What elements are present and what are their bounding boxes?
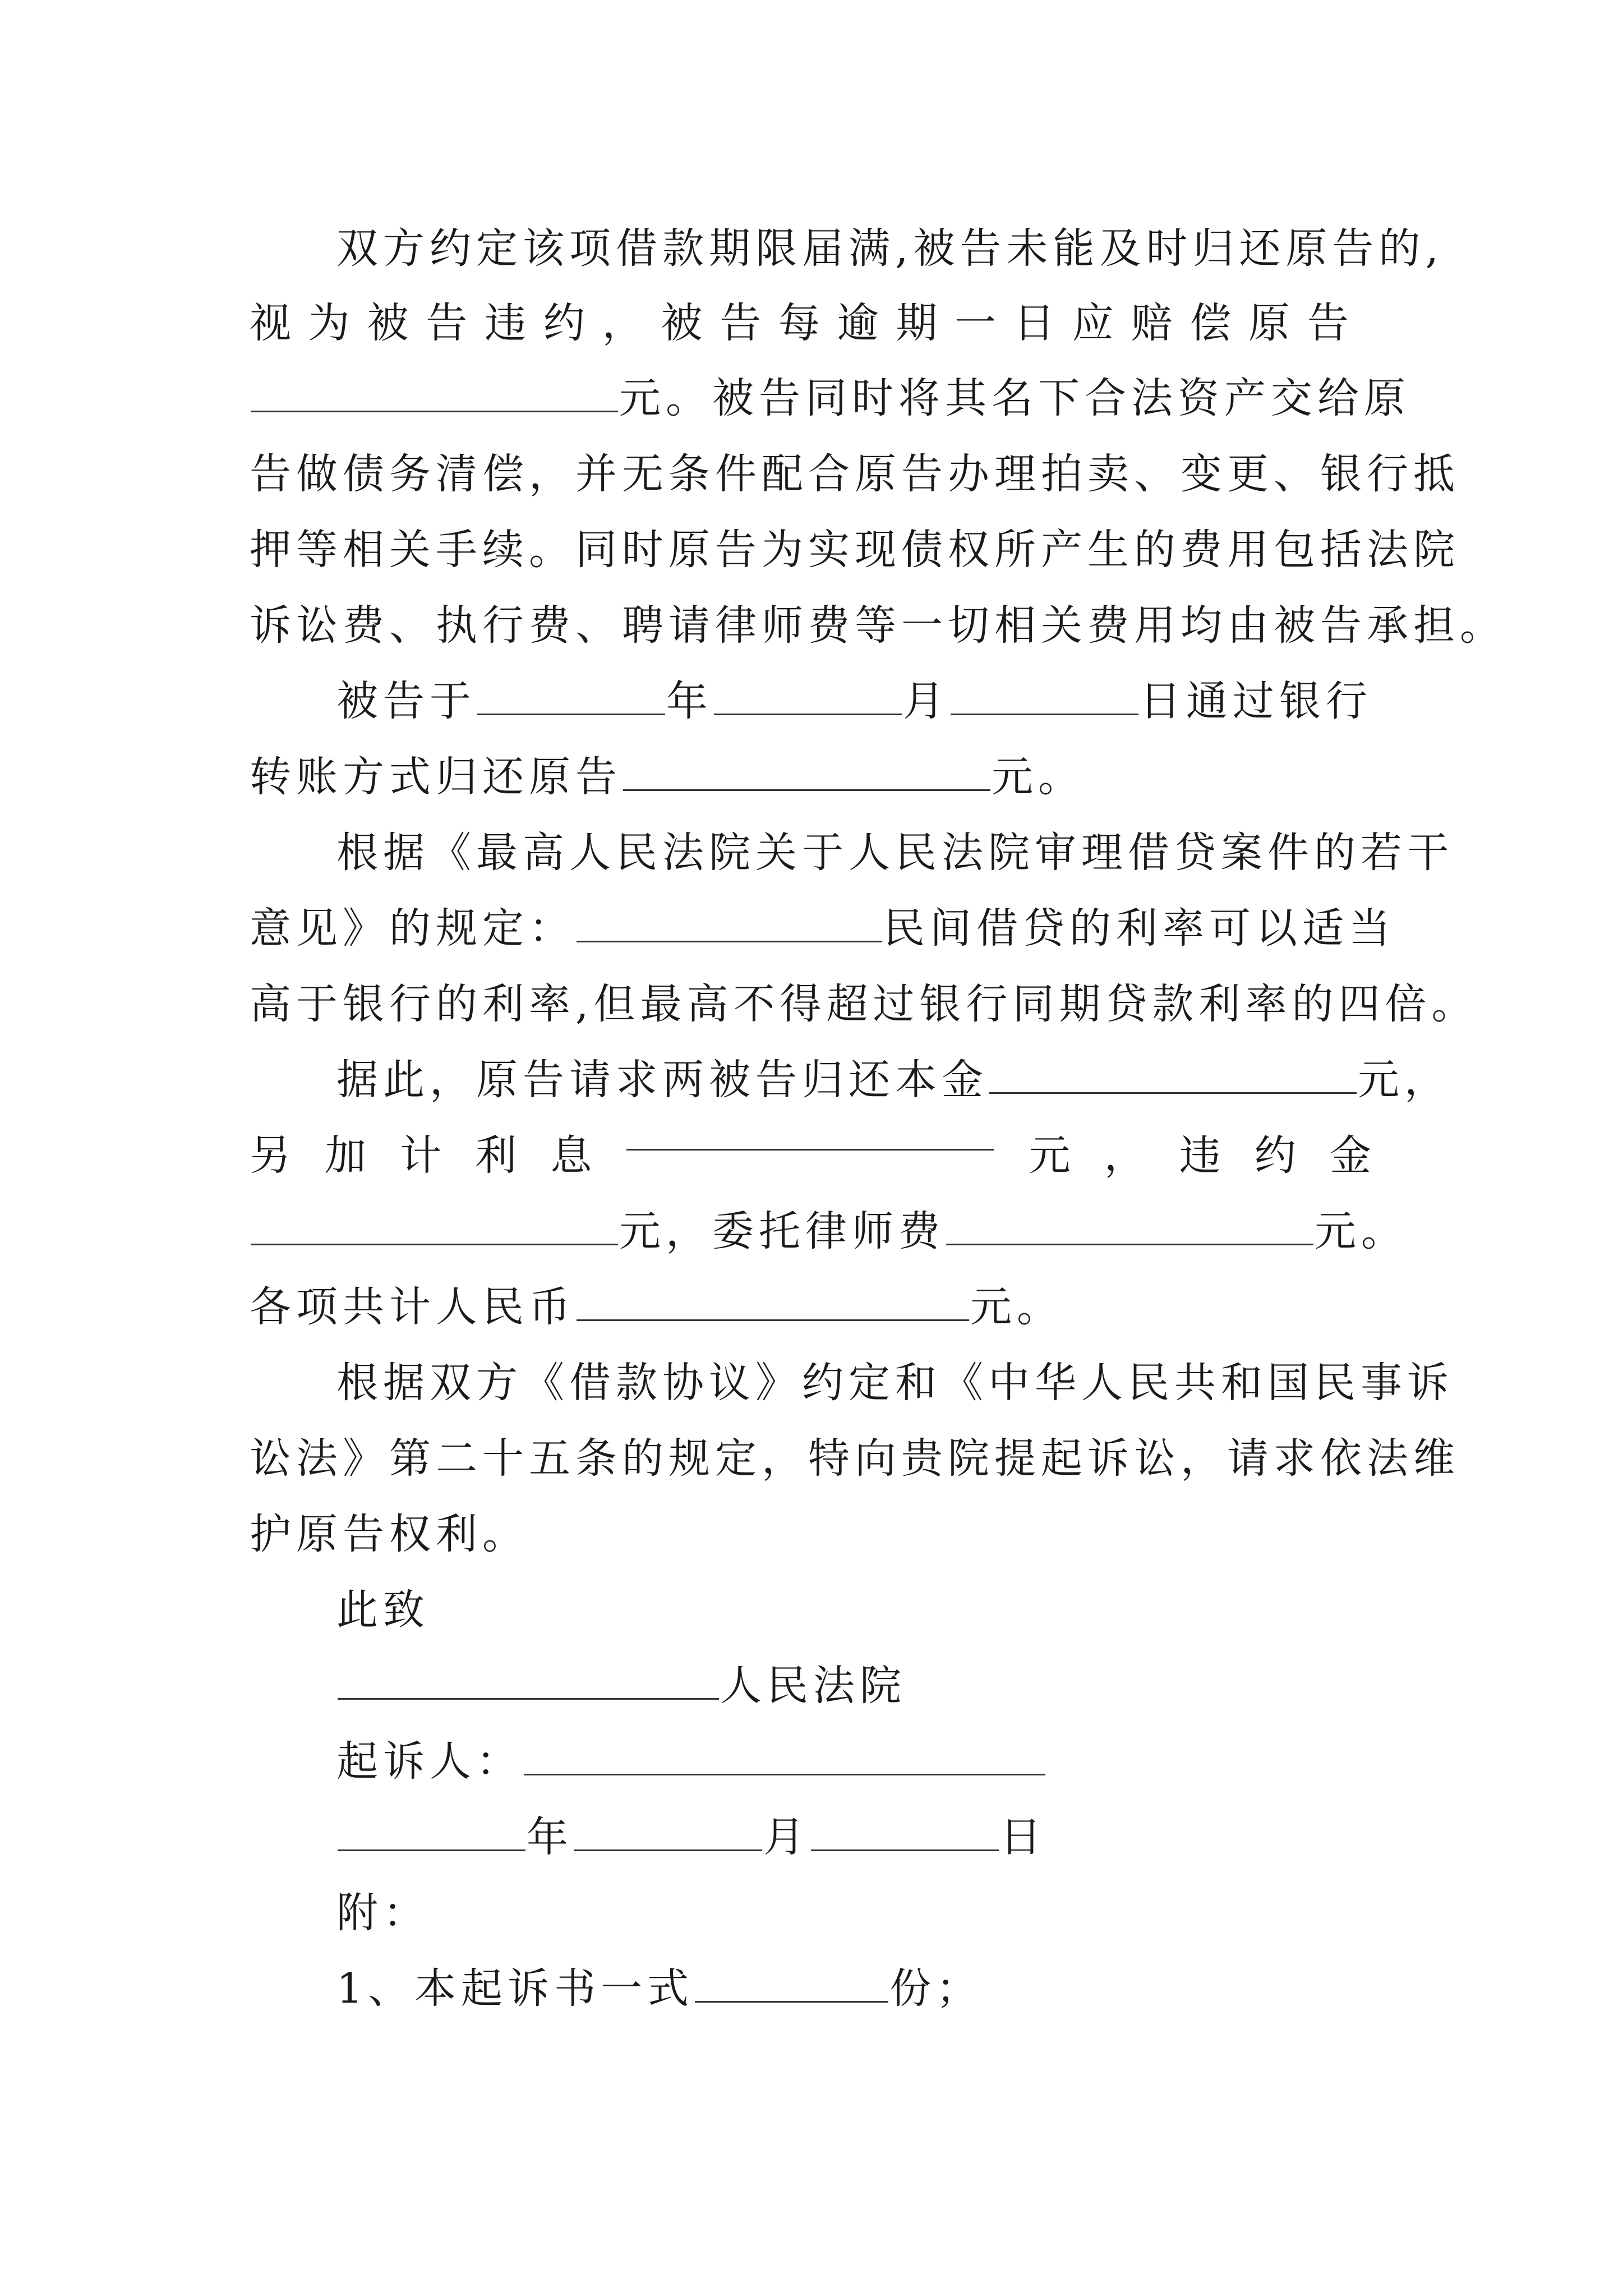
char: 金 [1329, 1131, 1371, 1180]
char: 期 [896, 299, 938, 347]
text: 年 [527, 1813, 573, 1861]
char: 约 [543, 299, 585, 347]
text: 1、本起诉书一式 [336, 1964, 694, 2013]
court-line [336, 1646, 1475, 1725]
char: 元 [1029, 1131, 1071, 1180]
char: 约 [1254, 1131, 1296, 1180]
text: 日 [1000, 1813, 1046, 1861]
text: 转账方式归还原告 [250, 753, 622, 801]
paragraph-1-line-3 [250, 359, 1410, 438]
text: 日通过银行 [1140, 677, 1372, 725]
char: 被 [661, 299, 703, 347]
char: 告 [1307, 299, 1349, 347]
text: 各项共计人民币 [250, 1283, 575, 1331]
text: 被告于 [336, 677, 476, 725]
paragraph-3-line-1 [336, 813, 1475, 892]
text: 元。 [992, 753, 1085, 801]
char: 另 [250, 1131, 291, 1180]
text: 起诉人： [336, 1737, 523, 1786]
text: 押等相关手续。同时原告为实现债权所产生的费用包括法院 [250, 526, 1460, 574]
paragraph-1-line-2 [250, 284, 1349, 362]
char: 逾 [837, 299, 879, 347]
char: ， [602, 299, 644, 347]
char: 加 [325, 1131, 367, 1180]
char: 应 [1072, 299, 1114, 347]
char: 计 [400, 1131, 442, 1180]
lawyer-fee-blank[interactable] [946, 1211, 1313, 1245]
month-blank[interactable] [574, 1817, 762, 1851]
paragraph-5-line-2 [250, 1419, 1460, 1498]
char: 被 [367, 299, 409, 347]
paragraph-4-line-3 [250, 1192, 1408, 1271]
year-blank[interactable] [477, 681, 665, 715]
text: 高于银行的利率,但最高不得超过银行同期贷款利率的四倍。 [250, 980, 1478, 1028]
paragraph-1-line-1 [336, 209, 1475, 288]
char: 告 [720, 299, 762, 347]
closing-greeting [336, 1571, 1475, 1649]
principal-blank[interactable] [989, 1060, 1357, 1094]
char: 日 [1013, 299, 1055, 347]
char: 违 [485, 299, 527, 347]
text: 民间借贷的利率可以适当 [883, 904, 1395, 953]
paragraph-3-line-2 [250, 889, 1395, 968]
text: 年 [666, 677, 713, 725]
plaintiff-blank[interactable] [524, 1741, 1045, 1775]
paragraph-1-line-4 [250, 435, 1460, 513]
text: 人民法院 [720, 1662, 906, 1710]
text: 意见》的规定： [250, 904, 575, 953]
text: 月 [763, 1813, 810, 1861]
text: 诉讼费、执行费、聘请律师费等一切相关费用均由被告承担。 [250, 601, 1506, 650]
paragraph-2-line-1 [336, 662, 1475, 740]
text: 根据《最高人民法院关于人民法院审理借贷案件的若干 [336, 829, 1454, 877]
paragraph-4-line-1 [336, 1041, 1475, 1119]
penalty-blank[interactable] [251, 1211, 618, 1245]
char: 赔 [1131, 299, 1173, 347]
char: 视 [250, 299, 291, 347]
date-line [336, 1798, 1475, 1876]
interest-blank[interactable] [626, 1116, 994, 1151]
char: 息 [550, 1131, 592, 1180]
plaintiff-line [336, 1722, 1475, 1801]
text: 讼法》第二十五条的规定，特向贵院提起诉讼，请求依法维 [250, 1434, 1460, 1483]
amount-blank[interactable] [623, 757, 990, 791]
text: 告做债务清偿，并无条件配合原告办理拍卖、变更、银行抵 [250, 450, 1460, 498]
court-name-blank[interactable] [338, 1665, 719, 1700]
text: 元。被告同时将其名下合法资产交给原 [619, 374, 1410, 422]
text: 此致 [336, 1586, 430, 1634]
char: 偿 [1189, 299, 1232, 347]
paragraph-4-line-2 [250, 1116, 1371, 1195]
text: 元。 [1315, 1207, 1408, 1255]
month-blank[interactable] [714, 681, 902, 715]
text: 元。 [970, 1283, 1063, 1331]
paragraph-5-line-3 [250, 1495, 1388, 1573]
paragraph-4-line-4 [250, 1268, 1388, 1346]
appendix-item-1 [336, 1949, 1475, 2028]
char: 违 [1179, 1131, 1221, 1180]
text: 根据双方《借款协议》约定和《中华人民共和国民事诉 [336, 1359, 1454, 1407]
appendix-label [336, 1874, 1475, 1952]
year-blank[interactable] [338, 1817, 525, 1851]
char: 每 [778, 299, 820, 347]
text: 月 [903, 677, 949, 725]
paragraph-1-line-5 [250, 510, 1460, 589]
text: 份； [889, 1964, 983, 2013]
char: 利 [475, 1131, 517, 1180]
text: 附： [336, 1889, 430, 1937]
day-blank[interactable] [951, 681, 1138, 715]
copies-blank[interactable] [695, 1968, 888, 2003]
paragraph-2-line-2 [250, 738, 1388, 816]
paragraph-1-line-6 [250, 586, 1506, 665]
amount-blank[interactable] [251, 378, 618, 412]
char: 为 [308, 299, 350, 347]
text: 据此，原告请求两被告归还本金 [336, 1056, 988, 1104]
text: 护原告权利。 [250, 1510, 529, 1558]
total-blank[interactable] [577, 1287, 969, 1321]
paragraph-5-line-1 [336, 1343, 1475, 1422]
text: 元， [1358, 1056, 1451, 1104]
char: 一 [955, 299, 997, 347]
text: 元，委托律师费 [619, 1207, 945, 1255]
paragraph-3-line-3 [250, 965, 1478, 1043]
text: 双方约定该项借款期限届满,被告未能及时归还原告的, [336, 224, 1444, 273]
char: 告 [426, 299, 468, 347]
char: 原 [1248, 299, 1290, 347]
char: ， [1104, 1131, 1146, 1180]
day-blank[interactable] [811, 1817, 999, 1851]
provision-blank[interactable] [577, 908, 882, 942]
